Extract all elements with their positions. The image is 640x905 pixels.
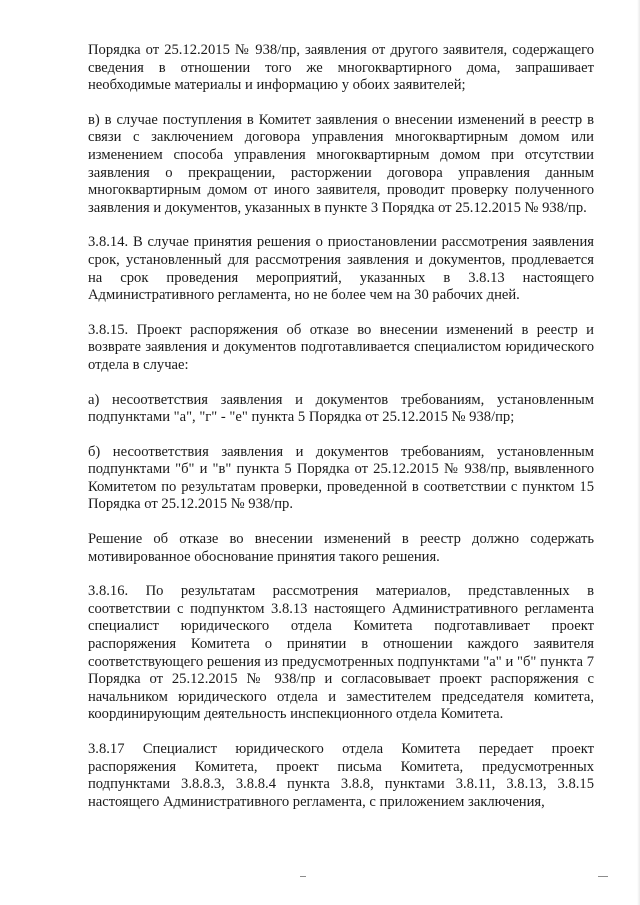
paragraph-3-8-17: 3.8.17 Специалист юридического отдела Комитета передает проект распоряжения Комитета, проект письма Комитета, предусмотренных подпунктами 3.8.8.3, 3.8.8.4 пункта 3.8.8, пунктами 3.8.11, 3.8.13, 3.8.15 настоящего Административного регламента, с приложением заключения, (88, 741, 594, 810)
scan-artifact-line (598, 876, 608, 877)
paragraph-3-8-14: 3.8.14. В случае принятия решения о приостановлении рассмотрения заявления срок, установленный для рассмотрения заявления и документов, продлевается на срок проведения мероприятий, указанных в 3.8.13 настоящего Административного регламента, но не более чем на 30 рабочих дней. (88, 234, 594, 304)
scan-artifact-line (300, 876, 306, 877)
paragraph-3-8-16: 3.8.16. По результатам рассмотрения материалов, представленных в соответствии с подпунктом 3.8.13 настоящего Административного регламента специалист юридического отдела Комитета подготавливает проект распоряжения Комитета о принятии в отношении каждого заявителя соответствующего решения из предусмотренных подпунктами "а" и "б" пункта 7 Порядка от 25.12.2015 № 938/пр и согласовывает проект распоряжения с начальником юридического отдела и заместителем председателя комитета, координирующим деятельность инспекционного отдела Комитета. (88, 583, 594, 723)
paragraph-item-a: а) несоответствия заявления и документов требованиям, установленным подпунктами "а", "г" - "е" пункта 5 Порядка от 25.12.2015 № 938/пр; (88, 391, 594, 426)
paragraph-item-v: в) в случае поступления в Комитет заявления о внесении изменений в реестр в связи с заключением договора управления многоквартирным домом или изменением способа управления многоквартирным домом при отсутствии заявления о прекращении, расторжении договора управления данным многоквартирным домом от иного заявителя, проводит проверку полученного заявления и документов, указанных в пункте 3 Порядка от 25.12.2015 № 938/пр. (88, 111, 594, 216)
paragraph-item-b: б) несоответствия заявления и документов требованиям, установленным подпунктами "б" и "в" пункта 5 Порядка от 25.12.2015 № 938/пр, выявленного Комитетом по результатам проверки, проведенной в соответствии с пунктом 15 Порядка от 25.12.2015 № 938/пр. (88, 443, 594, 513)
document-body (88, 42, 594, 811)
paragraph-continuation: Порядка от 25.12.2015 № 938/пр, заявления от другого заявителя, содержащего сведения в отношении того же многоквартирного дома, запрашивает необходимые материалы и информацию у обоих заявителей; (88, 42, 594, 94)
paragraph-refusal-decision: Решение об отказе во внесении изменений в реестр должно содержать мотивированное обоснование принятия такого решения. (88, 531, 594, 565)
paragraph-3-8-15: 3.8.15. Проект распоряжения об отказе во внесении изменений в реестр и возврате заявления и документов подготавливается специалистом юридического отдела в случае: (88, 321, 594, 373)
